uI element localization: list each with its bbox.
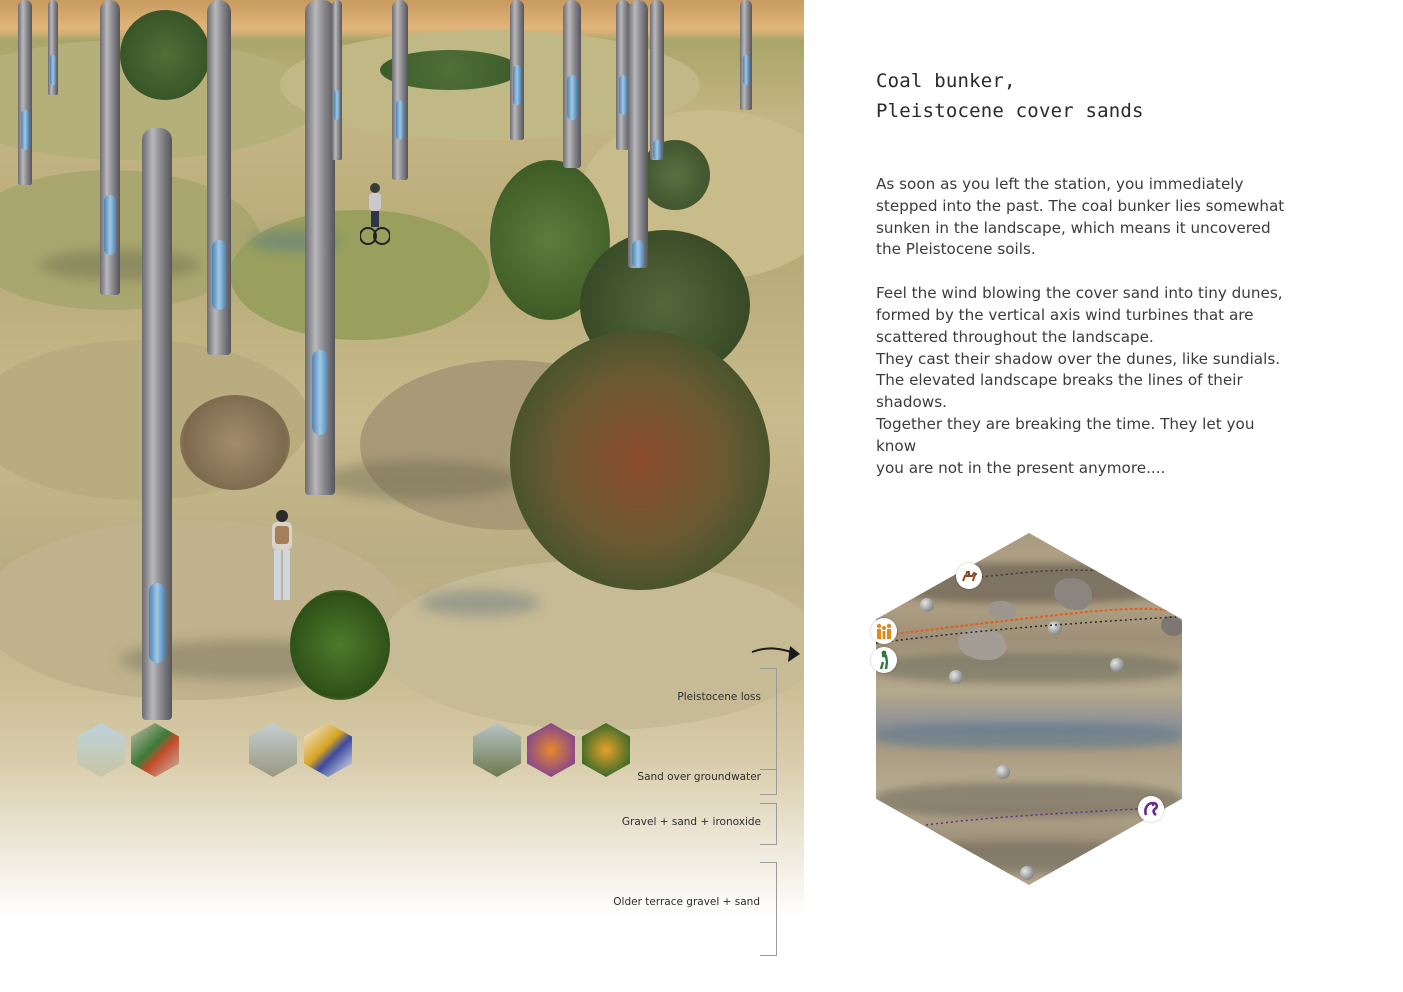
wind-turbine bbox=[628, 0, 648, 268]
hawthorn-shrub bbox=[510, 330, 770, 590]
tree bbox=[120, 10, 210, 100]
family-icon bbox=[871, 618, 897, 644]
wind-turbine bbox=[207, 0, 231, 355]
wind-turbine bbox=[650, 0, 664, 160]
animal-route-line bbox=[926, 808, 1151, 825]
dune-photo-hex bbox=[77, 723, 125, 777]
family-route-line bbox=[876, 609, 1176, 636]
dry-shrub bbox=[180, 395, 290, 490]
wind-turbine bbox=[392, 0, 408, 180]
horse-route-line bbox=[971, 570, 1166, 578]
soil-layer-bracket bbox=[760, 769, 777, 795]
animal-icon bbox=[1138, 796, 1164, 822]
terrain-hex-map bbox=[876, 533, 1182, 885]
dune bbox=[380, 560, 804, 730]
butterfly-photo-hex bbox=[527, 723, 575, 777]
wind-turbine bbox=[332, 0, 342, 160]
wind-turbine bbox=[510, 0, 524, 140]
soil-layer-label: Sand over groundwater bbox=[637, 771, 761, 783]
paragraph: As soon as you left the station, you immediately stepped into the past. The coal bunker lies somewhat sunken in the landscape, which means it uncovered the Pleistocene soils. bbox=[876, 175, 1285, 259]
page-subtitle: Pleistocene cover sands bbox=[876, 100, 1144, 122]
butterfly-photo-hex bbox=[582, 723, 630, 777]
soil-layer-label: Pleistocene loss bbox=[677, 691, 761, 703]
shadow bbox=[40, 250, 200, 280]
cyclist bbox=[360, 180, 390, 246]
soil-layer-bracket bbox=[760, 862, 777, 956]
soil-layer-bracket bbox=[760, 803, 777, 845]
vegetation-photo-hex bbox=[473, 723, 521, 777]
wind-turbine bbox=[142, 128, 172, 720]
paragraph: Feel the wind blowing the cover sand into tiny dunes, formed by the vertical axis wind turbines that are scattered throughout the landscape. They cast their shadow over the dunes, like sundials. The elevated landscape breaks the lines of their shadows. Together they are breaking the time. They let you know you are not in the present anymore.... bbox=[876, 284, 1283, 477]
wind-turbine bbox=[18, 0, 32, 185]
soil-layer-label: Gravel + sand + ironoxide bbox=[621, 816, 761, 828]
grass-tuft bbox=[290, 590, 390, 700]
horse-rider-icon bbox=[956, 563, 982, 589]
lizard-photo-hex bbox=[131, 723, 179, 777]
shadow bbox=[320, 460, 520, 500]
soil-layer-bracket bbox=[760, 668, 777, 770]
route-lines bbox=[876, 533, 1182, 885]
description bbox=[876, 174, 1296, 479]
wind-turbine bbox=[305, 0, 335, 495]
wind-turbine bbox=[740, 0, 752, 110]
soil-layer-label: Older terrace gravel + sand bbox=[613, 896, 760, 908]
wind-turbine bbox=[48, 0, 58, 95]
hiker bbox=[264, 508, 300, 608]
page-title: Coal bunker, bbox=[876, 70, 1016, 92]
wind-turbine bbox=[563, 0, 581, 168]
pointer-arrow-icon bbox=[750, 640, 804, 670]
wind-turbine bbox=[100, 0, 120, 295]
insect-photo-hex bbox=[304, 723, 352, 777]
water-stream bbox=[420, 590, 540, 616]
landscape-photo-hex bbox=[249, 723, 297, 777]
hiker-icon bbox=[871, 647, 897, 673]
